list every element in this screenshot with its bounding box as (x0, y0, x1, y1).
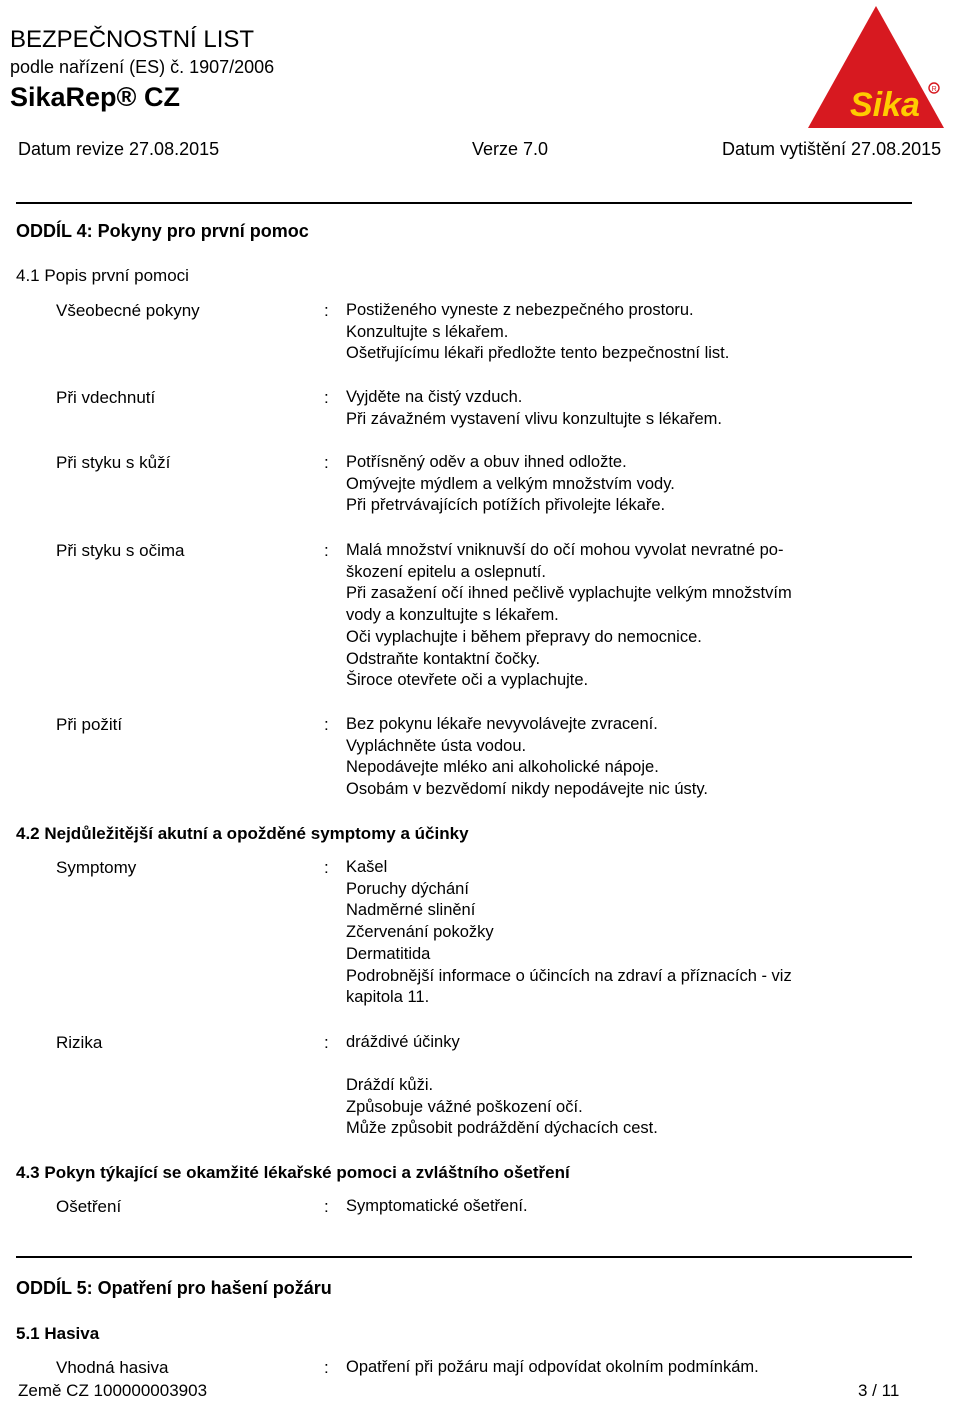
section-5-title: ODDÍL 5: Opatření pro hašení požáru (16, 1278, 332, 1298)
text-line: Symptomatické ošetření. (346, 1197, 528, 1215)
sika-logo (806, 4, 946, 130)
section-divider (16, 1256, 912, 1258)
row-label-ingestion: Při požití (56, 715, 123, 734)
text-line: Oči vyplachujte i během přepravy do nemocnice. (346, 627, 702, 646)
row-value-symptoms (346, 857, 792, 1009)
text-line: Ošetřujícímu lékaři předložte tento bezpečnostní list. (346, 344, 730, 363)
subsection-4-1-title: 4.1 Popis první pomoci (16, 266, 189, 285)
text-line: Podrobnější informace o účincích na zdraví a příznacích - viz (346, 966, 792, 985)
row-value-treatment (346, 1196, 528, 1218)
header-divider (16, 202, 912, 204)
text-line: Dermatitida (346, 944, 431, 963)
text-line: Zčervenání pokožky (346, 923, 494, 942)
colon: : (324, 301, 329, 320)
svg-text:R: R (931, 86, 937, 93)
row-label-eyes: Při styku s očima (56, 541, 185, 560)
text-line: Potřísněný oděv a obuv ihned odložte. (346, 453, 627, 471)
page-number: 3 / 11 (858, 1381, 900, 1400)
colon: : (324, 1197, 329, 1216)
text-line: Vypláchněte ústa vodou. (346, 736, 527, 755)
row-label-skin: Při styku s kůží (56, 453, 171, 472)
row-value-eyes (346, 540, 792, 692)
text-line: Omývejte mýdlem a velkým množstvím vody. (346, 474, 675, 493)
text-line: Opatření při požáru mají odpovídat okolním podmínkám. (346, 1358, 759, 1376)
text-line: Vyjděte na čistý vzduch. (346, 388, 523, 406)
colon: : (324, 1033, 329, 1052)
row-value-inhalation (346, 387, 722, 430)
text-line: Může způsobit podráždění dýchacích cest. (346, 1119, 658, 1138)
row-value-risks-details (346, 1075, 658, 1140)
colon: : (324, 388, 329, 407)
version: Verze 7.0 (472, 139, 549, 159)
text-line: kapitola 11. (346, 988, 430, 1007)
text-line: Postiženého vyneste z nebezpečného prostoru. (346, 301, 694, 319)
row-value-extinguishing-media (346, 1357, 759, 1379)
product-name: SikaRep® CZ (10, 82, 180, 112)
text-line: Poruchy dýchání (346, 879, 469, 898)
revision-date: Datum revize 27.08.2015 (18, 139, 220, 159)
colon: : (324, 715, 329, 734)
subsection-5-1-title: 5.1 Hasiva (16, 1324, 100, 1343)
colon: : (324, 453, 329, 472)
text-line: Široce otevřete oči a vyplachujte. (346, 671, 589, 690)
text-line: Osobám v bezvědomí nikdy nepodávejte nic ústy. (346, 780, 708, 799)
text-line: Malá množství vniknuvší do očí mohou vyvolat nevratné po- (346, 541, 784, 559)
document-title: BEZPEČNOSTNÍ LIST (10, 26, 255, 53)
footer-country-code: Země CZ 100000003903 (18, 1381, 208, 1400)
svg-text:Sika: Sika (850, 86, 920, 124)
text-line: dráždivé účinky (346, 1033, 460, 1051)
text-line: Při zasažení očí ihned pečlivě vyplachujte velkým množstvím (346, 584, 792, 603)
row-value-risks (346, 1032, 460, 1054)
row-value-ingestion (346, 714, 708, 801)
row-label-symptoms: Symptomy (56, 858, 137, 877)
text-line: Dráždí kůži. (346, 1076, 434, 1094)
colon: : (324, 541, 329, 560)
text-line: Odstraňte kontaktní čočky. (346, 649, 541, 668)
section-4-title: ODDÍL 4: Pokyny pro první pomoc (16, 221, 309, 241)
row-label-general: Všeobecné pokyny (56, 301, 200, 320)
row-label-extinguishing-media: Vhodná hasiva (56, 1358, 169, 1377)
text-line: škození epitelu a oslepnutí. (346, 562, 546, 581)
text-line: Nadměrné slinění (346, 901, 476, 920)
text-line: Způsobuje vážné poškození očí. (346, 1097, 583, 1116)
text-line: Kašel (346, 858, 388, 876)
row-value-general (346, 300, 729, 365)
print-date: Datum vytištění 27.08.2015 (722, 139, 942, 159)
row-label-treatment: Ošetření (56, 1197, 122, 1216)
subsection-4-3-title: 4.3 Pokyn týkající se okamžité lékařské pomoci a zvláštního ošetření (16, 1163, 570, 1182)
subsection-4-2-title: 4.2 Nejdůležitější akutní a opožděné symptomy a účinky (16, 824, 469, 843)
text-line: Bez pokynu lékaře nevyvolávejte zvracení. (346, 715, 658, 733)
colon: : (324, 858, 329, 877)
row-label-risks: Rizika (56, 1033, 103, 1052)
regulation-text: podle nařízení (ES) č. 1907/2006 (10, 57, 275, 77)
colon: : (324, 1358, 329, 1377)
row-label-inhalation: Při vdechnutí (56, 388, 156, 407)
row-value-skin (346, 452, 675, 517)
text-line: Při přetrvávajících potížích přivolejte lékaře. (346, 496, 666, 515)
text-line: Konzultujte s lékařem. (346, 322, 509, 341)
text-line: Nepodávejte mléko ani alkoholické nápoje. (346, 758, 659, 777)
text-line: vody a konzultujte s lékařem. (346, 606, 559, 625)
text-line: Při závažném vystavení vlivu konzultujte s lékařem. (346, 409, 722, 428)
